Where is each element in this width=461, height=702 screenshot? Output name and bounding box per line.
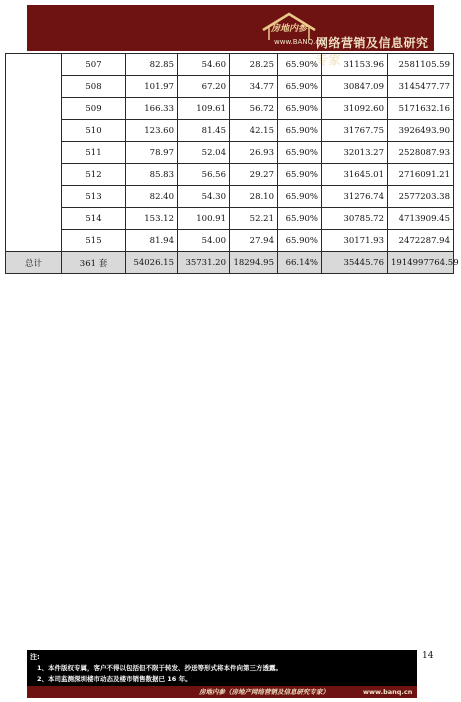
table-cell: 514 <box>62 208 126 230</box>
table-cell: 52.21 <box>230 208 278 230</box>
table-cell: 65.90% <box>278 54 322 76</box>
table-cell: 30785.72 <box>322 208 388 230</box>
table-cell: 81.45 <box>178 120 230 142</box>
table-cell: 85.83 <box>126 164 178 186</box>
table-cell: 30847.09 <box>322 76 388 98</box>
table-cell: 82.85 <box>126 54 178 76</box>
table-body <box>6 54 459 274</box>
table-cell: 65.90% <box>278 208 322 230</box>
table-row <box>6 98 454 120</box>
table-row <box>6 120 454 142</box>
table-row <box>6 76 454 98</box>
table-cell: 166.33 <box>126 98 178 120</box>
page-number: 14 <box>422 651 434 661</box>
banner-title: 网络营销及信息研究专家 <box>316 36 429 67</box>
table-cell: 67.20 <box>178 76 230 98</box>
table-cell: 31767.75 <box>322 120 388 142</box>
table-cell: 515 <box>62 230 126 252</box>
table-cell: 28.25 <box>230 54 278 76</box>
table-cell: 5171632.16 <box>388 98 454 120</box>
total-row <box>6 252 454 274</box>
table-cell: 29.27 <box>230 164 278 186</box>
table-cell: 4713909.45 <box>388 208 454 230</box>
table-cell: 100.91 <box>178 208 230 230</box>
table-cell: 3926493.90 <box>388 120 454 142</box>
group-cell <box>6 54 62 252</box>
table-cell: 512 <box>62 164 126 186</box>
table-cell: 511 <box>62 142 126 164</box>
table-cell: 508 <box>62 76 126 98</box>
table-cell: 54.00 <box>178 230 230 252</box>
footer-bar <box>27 686 417 698</box>
total-cell: 总计 <box>6 252 62 274</box>
table-cell: 65.90% <box>278 98 322 120</box>
table-cell: 509 <box>62 98 126 120</box>
table-row <box>6 186 454 208</box>
table-row <box>6 54 454 76</box>
table-cell: 27.94 <box>230 230 278 252</box>
table-cell: 54.60 <box>178 54 230 76</box>
table-cell: 507 <box>62 54 126 76</box>
table-cell: 153.12 <box>126 208 178 230</box>
table-cell: 2581105.59 <box>388 54 454 76</box>
table-cell: 2472287.94 <box>388 230 454 252</box>
total-cell: 66.14% <box>278 252 322 274</box>
total-cell: 1914997764.59 <box>388 252 454 274</box>
total-cell: 361 套 <box>62 252 126 274</box>
table-cell: 3145477.77 <box>388 76 454 98</box>
table-cell: 65.90% <box>278 186 322 208</box>
table-cell: 81.94 <box>126 230 178 252</box>
banner-url: www.BANQ.cn <box>274 38 324 46</box>
total-cell: 35731.20 <box>178 252 230 274</box>
table-cell: 65.90% <box>278 120 322 142</box>
table-cell: 26.93 <box>230 142 278 164</box>
total-cell: 54026.15 <box>126 252 178 274</box>
table-cell: 56.56 <box>178 164 230 186</box>
table-cell: 123.60 <box>126 120 178 142</box>
table-cell: 30171.93 <box>322 230 388 252</box>
note-line-2: 2、本司监测深圳楼市动态及楼市销售数据已 16 年。 <box>37 675 192 683</box>
table-cell: 34.77 <box>230 76 278 98</box>
table-cell: 31276.74 <box>322 186 388 208</box>
table-row <box>6 142 454 164</box>
table-cell: 52.04 <box>178 142 230 164</box>
table-cell: 2577203.38 <box>388 186 454 208</box>
table-cell: 28.10 <box>230 186 278 208</box>
logo-text: 房地内参 <box>271 24 308 34</box>
total-cell: 35445.76 <box>322 252 388 274</box>
total-cell: 18294.95 <box>230 252 278 274</box>
table-cell: 2716091.21 <box>388 164 454 186</box>
footer-url: www.banq.cn <box>363 688 413 696</box>
note-line-1: 1、本件版权专属，客户不得以包括但不限于转发、抄送等形式将本件向第三方透露。 <box>37 664 283 672</box>
table-cell: 31092.60 <box>322 98 388 120</box>
table-cell: 65.90% <box>278 142 322 164</box>
notes-box <box>27 650 417 688</box>
table-cell: 82.40 <box>126 186 178 208</box>
table-cell: 56.72 <box>230 98 278 120</box>
table-cell: 42.15 <box>230 120 278 142</box>
table-cell: 510 <box>62 120 126 142</box>
table-cell: 32013.27 <box>322 142 388 164</box>
table-row <box>6 208 454 230</box>
table-cell: 31153.96 <box>322 54 388 76</box>
footer-text: 房地内参（房地产网络营销及信息研究专家） <box>199 688 329 696</box>
sales-data-table <box>5 53 459 274</box>
table-cell: 2528087.93 <box>388 142 454 164</box>
table-row <box>6 164 454 186</box>
table-cell: 31645.01 <box>322 164 388 186</box>
notes-title: 注: <box>30 653 40 661</box>
table-cell: 101.97 <box>126 76 178 98</box>
table-cell: 54.30 <box>178 186 230 208</box>
table-cell: 65.90% <box>278 230 322 252</box>
table-cell: 109.61 <box>178 98 230 120</box>
table-cell: 65.90% <box>278 76 322 98</box>
table-row <box>6 230 454 252</box>
table-cell: 65.90% <box>278 164 322 186</box>
table-cell: 513 <box>62 186 126 208</box>
table-cell: 78.97 <box>126 142 178 164</box>
